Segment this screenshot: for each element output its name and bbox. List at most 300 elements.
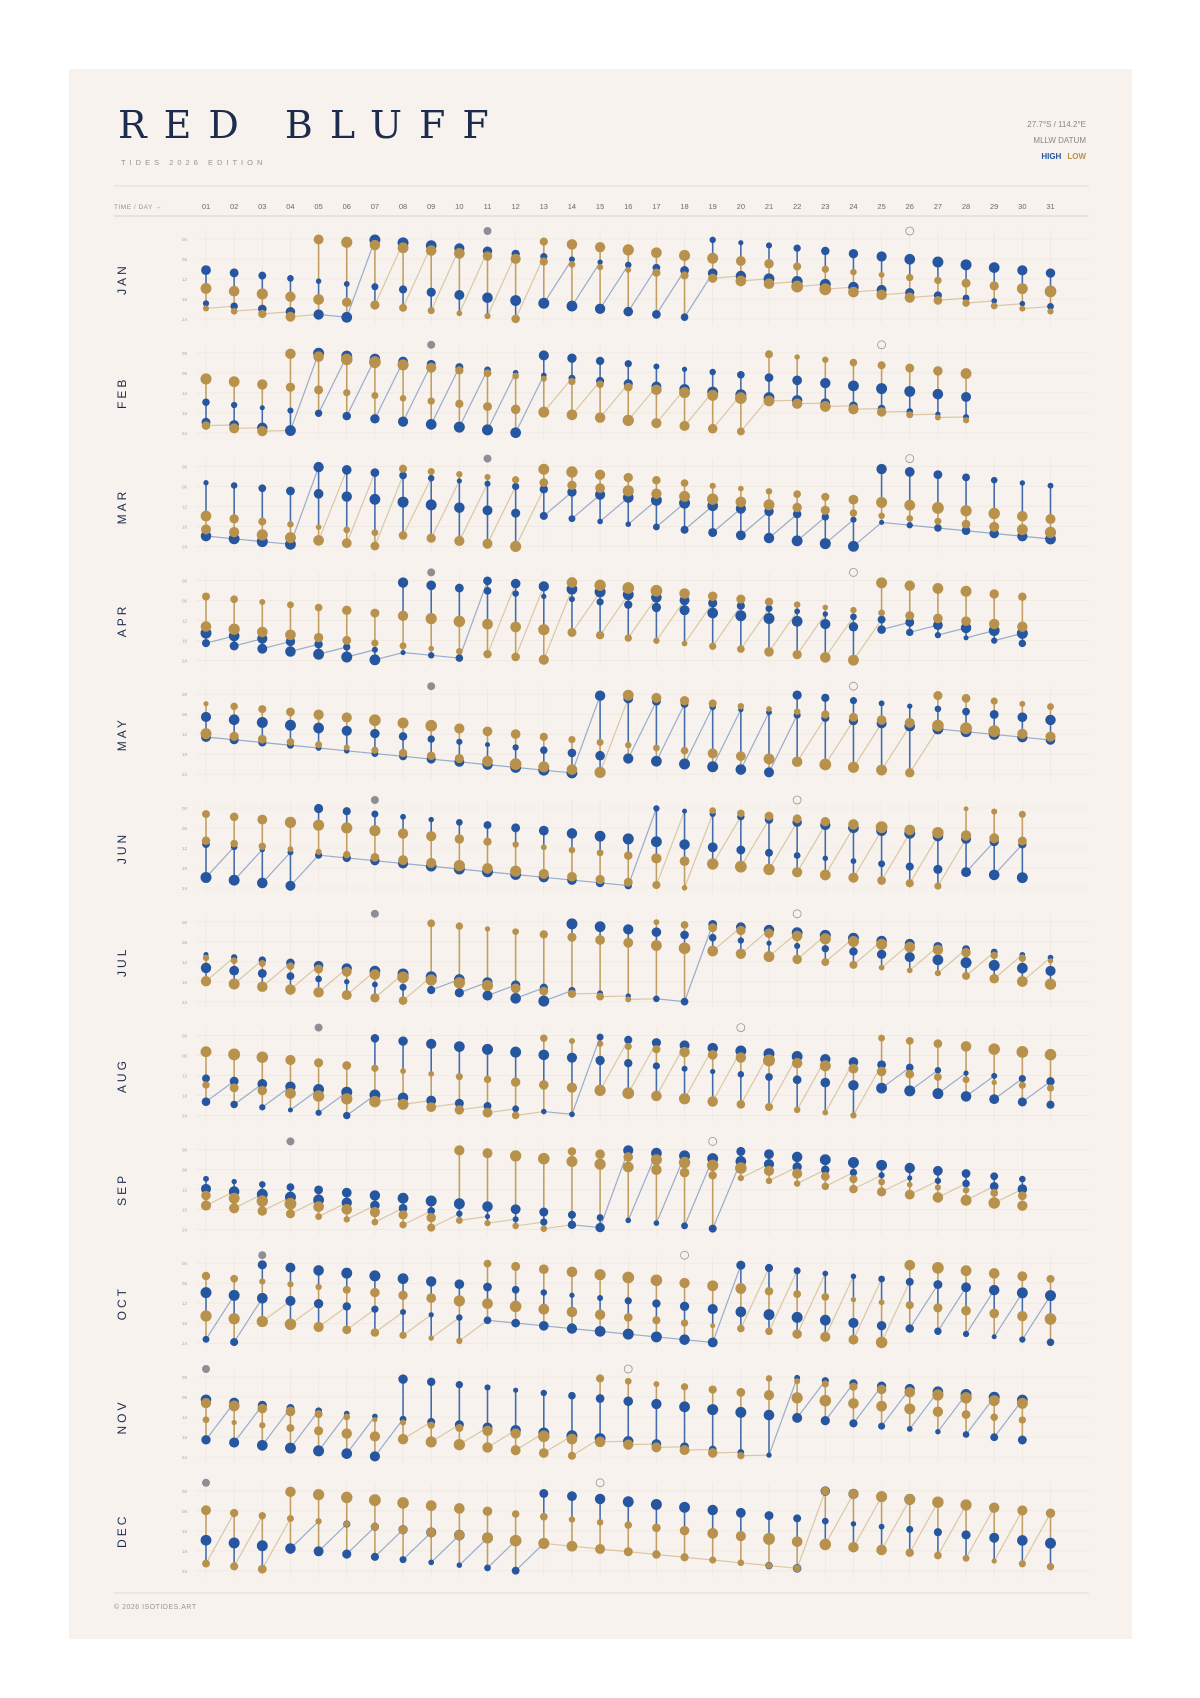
low-tide-dot <box>454 1530 464 1540</box>
low-tide-dot <box>315 1213 322 1220</box>
hour-tick-label: 00 <box>182 1488 188 1494</box>
high-tide-dot <box>258 272 266 280</box>
low-tide-dot <box>849 1185 858 1194</box>
low-tide-dot <box>905 580 915 590</box>
tide-link <box>769 822 797 869</box>
low-tide-dot <box>765 1103 773 1111</box>
low-tide-dot <box>707 390 718 401</box>
high-tide-dot <box>427 1378 435 1386</box>
low-tide-dot <box>766 488 773 495</box>
high-tide-dot <box>511 823 520 832</box>
low-tide-dot <box>201 1191 211 1201</box>
tide-link <box>262 852 290 883</box>
high-tide-dot <box>595 1326 606 1337</box>
low-tide-dot <box>371 1328 379 1336</box>
low-tide-dot <box>597 1041 603 1047</box>
high-tide-dot <box>850 1169 857 1176</box>
low-tide-dot <box>538 1431 550 1443</box>
high-tide-dot <box>906 863 914 871</box>
low-tide-dot <box>763 1533 775 1545</box>
high-tide-dot <box>483 576 492 585</box>
hour-tick-label: 12 <box>182 732 188 738</box>
high-tide-dot <box>652 310 661 319</box>
low-tide-dot <box>905 718 915 728</box>
high-tide-dot <box>708 842 718 852</box>
low-tide-dot <box>849 713 858 722</box>
low-tide-dot <box>257 1316 268 1327</box>
high-tide-dot <box>567 1491 577 1501</box>
high-tide-dot <box>651 1499 662 1510</box>
high-tide-dot <box>482 1044 493 1055</box>
hour-tick-label: 06 <box>182 1281 188 1287</box>
high-tide-dot <box>596 598 603 605</box>
low-tide-dot <box>735 392 747 404</box>
low-tide-dot <box>398 828 408 838</box>
high-tide-dot <box>370 1451 380 1461</box>
low-tide-dot <box>877 1385 887 1395</box>
low-tide-dot <box>1017 1505 1027 1515</box>
high-tide-dot <box>513 1216 519 1222</box>
high-tide-dot <box>510 295 521 306</box>
low-tide-dot <box>679 250 690 261</box>
low-tide-dot <box>512 1112 520 1120</box>
high-tide-dot <box>229 1437 239 1447</box>
low-tide-dot <box>989 1503 999 1513</box>
low-tide-dot <box>821 817 830 826</box>
high-tide-dot <box>1018 1436 1027 1445</box>
high-tide-dot <box>764 767 774 777</box>
low-tide-dot <box>651 385 662 396</box>
high-tide-dot <box>511 509 520 518</box>
high-tide-dot <box>709 369 715 375</box>
high-tide-dot <box>765 1264 773 1272</box>
day-tick-label: 05 <box>314 202 323 211</box>
low-tide-dot <box>766 1178 773 1185</box>
low-tide-dot <box>848 936 859 947</box>
day-tick-label: 04 <box>286 202 295 211</box>
high-tide-dot <box>539 826 549 836</box>
high-tide-dot <box>454 290 464 300</box>
low-tide-dot <box>624 1547 633 1556</box>
high-tide-dot <box>341 1448 352 1459</box>
tide-link <box>882 833 910 880</box>
hour-tick-label: 24 <box>182 1113 188 1119</box>
high-tide-dot <box>907 522 913 528</box>
high-tide-dot <box>878 1276 885 1283</box>
tide-link <box>853 1279 881 1340</box>
low-tide-dot <box>961 1195 972 1206</box>
low-tide-dot <box>313 294 324 305</box>
high-tide-dot <box>933 954 944 965</box>
high-tide-dot <box>878 1423 885 1430</box>
low-tide-dot <box>820 1539 831 1550</box>
high-tide-dot <box>707 1404 718 1415</box>
low-tide-dot <box>877 407 886 416</box>
low-tide-dot <box>398 242 409 253</box>
high-tide-dot <box>625 521 631 527</box>
tide-link <box>431 655 459 658</box>
high-tide-dot <box>681 526 689 534</box>
tide-link <box>825 520 853 544</box>
low-tide-dot <box>343 851 350 858</box>
low-tide-dot <box>848 287 859 298</box>
low-tide-dot <box>456 310 462 316</box>
low-tide-dot <box>343 1414 350 1421</box>
tide-link <box>600 996 628 997</box>
low-tide-dot <box>765 350 773 358</box>
low-tide-dot <box>960 722 972 734</box>
low-tide-dot <box>906 411 913 418</box>
low-tide-dot <box>1046 1275 1054 1283</box>
low-tide-dot <box>625 1378 632 1385</box>
low-tide-dot <box>792 756 803 767</box>
low-tide-dot <box>876 1545 887 1556</box>
low-tide-dot <box>314 1058 323 1067</box>
high-tide-dot <box>229 714 240 725</box>
low-tide-dot <box>482 1532 493 1543</box>
low-tide-dot <box>371 529 378 536</box>
low-tide-dot <box>596 1374 604 1382</box>
low-tide-dot <box>680 1526 690 1536</box>
low-tide-dot <box>484 474 490 480</box>
low-tide-dot <box>201 511 212 522</box>
low-tide-dot <box>566 466 577 477</box>
new-moon-marker <box>258 1251 266 1259</box>
low-tide-dot <box>454 723 464 733</box>
low-tide-dot <box>989 1309 999 1319</box>
low-tide-dot <box>483 402 492 411</box>
high-tide-dot <box>989 960 1000 971</box>
low-tide-dot <box>538 1538 549 1549</box>
tide-link <box>628 500 656 524</box>
tide-link <box>882 522 910 525</box>
low-tide-dot <box>989 619 999 629</box>
low-tide-dot <box>680 856 690 866</box>
high-tide-dot <box>596 357 604 365</box>
month-label: JUL <box>115 946 129 977</box>
high-tide-dot <box>682 809 687 814</box>
low-tide-dot <box>567 239 578 250</box>
day-tick-label: 10 <box>455 202 464 211</box>
low-tide-dot <box>288 846 294 852</box>
high-tide-dot <box>400 1309 406 1315</box>
hour-tick-label: 18 <box>182 752 188 758</box>
high-tide-dot <box>314 489 324 499</box>
copyright: © 2026 ISOTIDES.ART <box>114 1604 197 1611</box>
low-tide-dot <box>428 1422 435 1429</box>
low-tide-dot <box>653 1381 659 1387</box>
high-tide-dot <box>512 1105 519 1112</box>
high-tide-dot <box>933 389 944 400</box>
low-tide-dot <box>201 283 212 294</box>
new-moon-marker <box>315 1024 323 1032</box>
high-tide-dot <box>990 1172 998 1180</box>
low-tide-dot <box>1018 592 1026 600</box>
low-tide-dot <box>625 267 631 273</box>
low-tide-dot <box>229 376 240 387</box>
tide-link <box>994 304 1022 306</box>
high-tide-dot <box>541 1109 547 1115</box>
month-label: OCT <box>115 1286 129 1321</box>
tide-link <box>994 1079 1022 1100</box>
high-tide-dot <box>991 477 998 484</box>
high-tide-dot <box>707 761 718 772</box>
hour-tick-label: 18 <box>182 1435 188 1440</box>
tide-link <box>290 353 318 430</box>
tide-link <box>488 254 516 316</box>
high-tide-dot <box>569 596 575 602</box>
month-label: DEC <box>115 1513 129 1548</box>
low-tide-dot <box>1019 701 1025 707</box>
high-tide-dot <box>540 746 548 754</box>
tide-link <box>600 498 628 522</box>
high-tide-dot <box>541 594 546 599</box>
low-tide-dot <box>484 369 492 377</box>
low-tide-dot <box>313 1090 324 1101</box>
low-tide-dot <box>482 619 493 630</box>
low-tide-dot <box>792 1169 802 1179</box>
low-tide-dot <box>933 691 942 700</box>
legend-low: LOW <box>1067 152 1086 161</box>
low-tide-dot <box>567 577 578 588</box>
high-tide-dot <box>201 1535 212 1546</box>
low-tide-dot <box>764 1166 774 1176</box>
low-tide-dot <box>819 1395 831 1407</box>
high-tide-dot <box>539 350 549 360</box>
low-tide-dot <box>426 245 437 256</box>
low-tide-dot <box>566 1156 577 1167</box>
low-tide-dot <box>313 1322 323 1332</box>
tide-link <box>319 748 347 751</box>
low-tide-dot <box>848 873 858 883</box>
high-tide-dot <box>538 1050 549 1061</box>
low-tide-dot <box>512 1510 520 1518</box>
low-tide-dot <box>708 1448 718 1458</box>
low-tide-dot <box>851 1297 856 1302</box>
day-tick-label: 26 <box>905 202 914 211</box>
low-tide-dot <box>1019 1560 1026 1567</box>
low-tide-dot <box>426 613 437 624</box>
month-label: FEB <box>115 376 129 409</box>
low-tide-dot <box>736 926 745 935</box>
high-tide-dot <box>1048 483 1054 489</box>
tide-link <box>572 381 600 415</box>
low-tide-dot <box>427 534 436 543</box>
low-tide-dot <box>482 756 493 767</box>
low-tide-dot <box>313 351 324 362</box>
low-tide-dot <box>203 305 209 311</box>
page-subtitle: TIDES 2026 EDITION <box>121 158 267 167</box>
high-tide-dot <box>257 1293 268 1304</box>
low-tide-dot <box>538 464 549 475</box>
low-tide-dot <box>285 1055 295 1065</box>
low-tide-dot <box>905 768 914 777</box>
high-tide-dot <box>231 482 238 489</box>
high-tide-dot <box>851 1274 857 1280</box>
high-tide-dot <box>679 1502 690 1513</box>
high-tide-dot <box>933 1280 942 1289</box>
hour-tick-label: 18 <box>182 410 188 416</box>
high-tide-dot <box>849 1419 857 1427</box>
low-tide-dot <box>454 977 465 988</box>
low-tide-dot <box>200 373 211 384</box>
low-tide-dot <box>681 271 689 279</box>
high-tide-dot <box>398 1273 409 1284</box>
high-tide-dot <box>653 1062 660 1069</box>
low-tide-dot <box>259 1278 265 1284</box>
high-tide-dot <box>904 1085 915 1096</box>
low-tide-dot <box>1045 286 1057 298</box>
low-tide-dot <box>963 1187 970 1194</box>
low-tide-dot <box>538 1304 549 1315</box>
low-tide-dot <box>285 984 296 995</box>
tide-link <box>938 1505 966 1556</box>
low-tide-dot <box>708 274 717 283</box>
high-tide-dot <box>399 732 408 741</box>
low-tide-dot <box>933 614 943 624</box>
low-tide-dot <box>257 627 268 638</box>
day-tick-label: 12 <box>511 202 520 211</box>
low-tide-dot <box>567 1267 578 1278</box>
tide-link <box>910 1502 938 1553</box>
high-tide-dot <box>851 858 857 864</box>
tide-link <box>544 1112 572 1115</box>
low-tide-dot <box>652 1316 660 1324</box>
low-tide-dot <box>258 1206 267 1215</box>
high-tide-dot <box>483 505 493 515</box>
low-tide-dot <box>343 1286 351 1294</box>
low-tide-dot <box>906 1549 914 1557</box>
hour-tick-label: 18 <box>182 297 188 302</box>
low-tide-dot <box>314 633 323 642</box>
high-tide-dot <box>541 1390 547 1396</box>
low-tide-dot <box>679 588 690 599</box>
tide-link <box>290 745 318 748</box>
high-tide-dot <box>794 852 801 859</box>
low-tide-dot <box>399 1332 406 1339</box>
high-tide-dot <box>568 515 575 522</box>
low-tide-dot <box>651 418 661 428</box>
tide-link <box>656 704 684 761</box>
low-tide-dot <box>426 1293 436 1303</box>
low-tide-dot <box>399 1221 406 1228</box>
high-tide-dot <box>567 301 578 312</box>
low-tide-dot <box>371 392 378 399</box>
hour-tick-label: 00 <box>182 237 188 242</box>
low-tide-dot <box>905 611 914 620</box>
day-tick-label: 31 <box>1046 202 1055 211</box>
low-tide-dot <box>426 1436 437 1447</box>
low-tide-dot <box>819 759 831 771</box>
high-tide-dot <box>260 405 265 410</box>
low-tide-dot <box>849 1175 857 1183</box>
high-tide-dot <box>454 1198 465 1209</box>
low-tide-dot <box>962 299 969 306</box>
low-tide-dot <box>230 1275 238 1283</box>
hour-tick-label: 12 <box>182 846 188 851</box>
high-tide-dot <box>738 1071 745 1078</box>
high-tide-dot <box>905 952 915 962</box>
high-tide-dot <box>568 749 577 758</box>
high-tide-dot <box>566 918 577 929</box>
high-tide-dot <box>961 392 971 402</box>
low-tide-dot <box>962 1410 971 1419</box>
low-tide-dot <box>370 240 380 250</box>
high-tide-dot <box>681 1222 688 1229</box>
low-tide-dot <box>596 993 604 1001</box>
tide-link <box>713 1265 741 1342</box>
high-tide-dot <box>876 1160 887 1171</box>
high-tide-dot <box>907 703 912 708</box>
hour-tick-label: 06 <box>182 1395 188 1400</box>
high-tide-dot <box>848 1080 858 1090</box>
high-tide-dot <box>876 383 887 394</box>
high-tide-dot <box>569 1293 574 1298</box>
low-tide-dot <box>932 502 944 514</box>
low-tide-dot <box>822 266 829 273</box>
low-tide-dot <box>876 497 887 508</box>
high-tide-dot <box>369 1270 380 1281</box>
low-tide-dot <box>850 1112 856 1118</box>
low-tide-dot <box>428 468 435 475</box>
tide-link <box>572 262 600 306</box>
low-tide-dot <box>257 1051 268 1062</box>
high-tide-dot <box>879 1172 885 1178</box>
low-tide-dot <box>371 640 378 647</box>
low-tide-dot <box>849 1489 859 1499</box>
high-tide-dot <box>905 1324 914 1333</box>
low-tide-dot <box>1047 1084 1054 1091</box>
high-tide-dot <box>735 610 746 621</box>
high-tide-dot <box>766 1452 771 1457</box>
low-tide-dot <box>539 1080 549 1090</box>
day-tick-label: 29 <box>990 202 999 211</box>
low-tide-dot <box>679 942 691 954</box>
low-tide-dot <box>1019 306 1025 312</box>
low-tide-dot <box>287 521 294 528</box>
high-tide-dot <box>568 1211 576 1219</box>
high-tide-dot <box>398 577 408 587</box>
high-tide-dot <box>257 1540 268 1551</box>
high-tide-dot <box>342 491 352 501</box>
low-tide-dot <box>398 611 408 621</box>
high-tide-dot <box>935 632 941 638</box>
low-tide-dot <box>990 281 999 290</box>
low-tide-dot <box>707 494 718 505</box>
low-tide-dot <box>934 1552 942 1560</box>
high-tide-dot <box>766 941 771 946</box>
high-tide-dot <box>989 1094 999 1104</box>
low-tide-dot <box>707 253 718 264</box>
new-moon-marker <box>202 1479 210 1487</box>
low-tide-dot <box>651 585 663 597</box>
low-tide-dot <box>344 1521 350 1527</box>
hour-tick-label: 24 <box>182 1227 188 1233</box>
low-tide-dot <box>343 389 350 396</box>
high-tide-dot <box>398 416 408 426</box>
low-tide-dot <box>511 405 521 415</box>
tide-link <box>628 268 656 312</box>
low-tide-dot <box>201 524 211 534</box>
low-tide-dot <box>398 717 409 728</box>
low-tide-dot <box>597 849 604 856</box>
high-tide-dot <box>963 1331 969 1337</box>
low-tide-dot <box>708 748 718 758</box>
high-tide-dot <box>512 483 519 490</box>
low-tide-dot <box>1045 732 1055 742</box>
day-tick-label: 15 <box>595 202 605 211</box>
low-tide-dot <box>1045 979 1056 990</box>
